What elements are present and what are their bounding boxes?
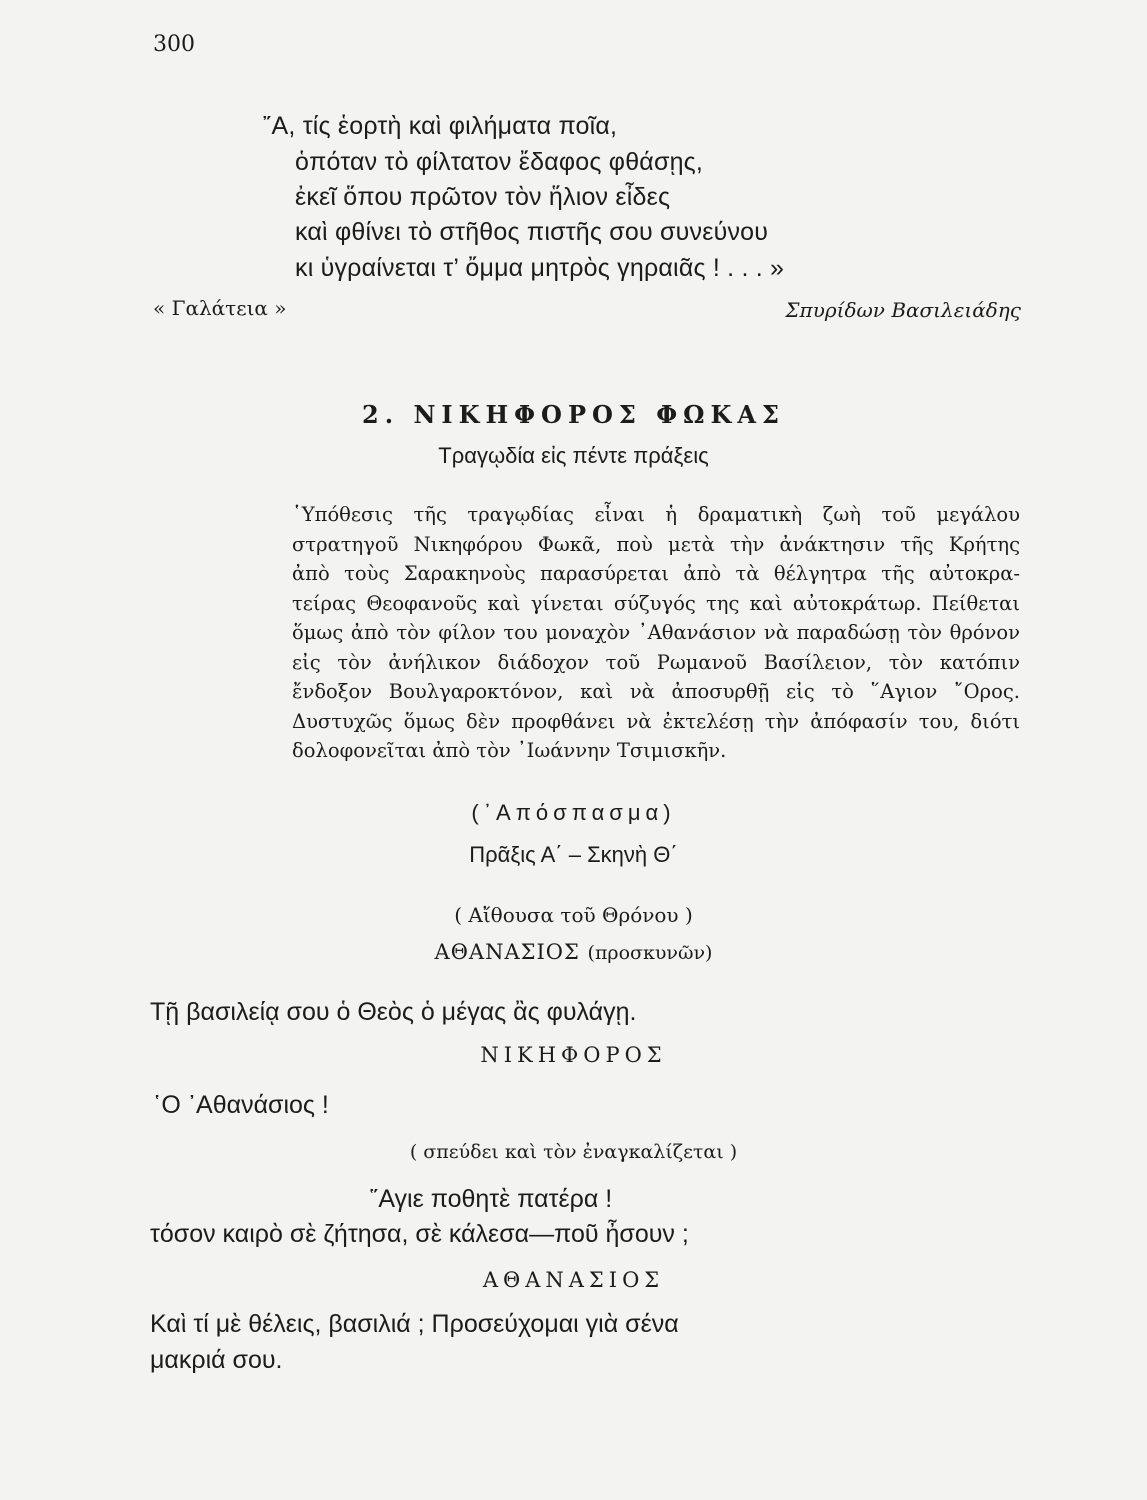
synopsis-line: ἔνδοξον Βουλγαροκτόνον, καὶ νὰ ἀποσυρθῇ εἰς τὸ ῞Αγιον ῎Ορος. — [292, 680, 1020, 703]
synopsis-line: δολοφονεῖται ἀπὸ τὸν ᾿Ιωάννην Τσιμισκῆν. — [292, 739, 727, 762]
speaker-label: ΑΘΑΝΑΣΙΟΣ — [434, 940, 580, 964]
speaker-name: ΑΘΑΝΑΣΙΟΣ — [482, 1268, 665, 1292]
synopsis-line: Δυστυχῶς ὅμως δὲν προφθάνει νὰ ἐκτελέσῃ τὴν ἀπόφασίν του, διότι — [292, 709, 1020, 733]
dialogue-line: Καὶ τί μὲ θέλεις, βασιλιά ; Προσεύχομαι γιὰ σένα — [150, 1310, 679, 1338]
poem-line: καὶ φθίνει τὸ στῆθος πιστῆς σου συνεύνου — [295, 218, 769, 246]
dialogue-line: ῞Αγιε ποθητὲ πατέρα ! — [370, 1185, 613, 1213]
speaker-name — [0, 940, 1147, 964]
synopsis-line: ὅμως ἀπὸ τὸν φίλον του μοναχὸν ᾿Αθανάσιον νὰ παραδώσῃ τὸν θρόνον — [292, 621, 1020, 644]
synopsis-line: ῾Υπόθεσις τῆς τραγῳδίας εἶναι ἡ δραματικὴ ζωὴ τοῦ μεγάλου — [292, 503, 1020, 526]
poem-line: ῎Α, τίς ἑορτὴ καὶ φιλήματα ποῖα, — [263, 112, 618, 140]
section-subtitle: Τραγῳδία εἰς πέντε πράξεις — [438, 443, 709, 468]
poem-author: Σπυρίδων Βασιλειάδης — [785, 298, 1021, 322]
dialogue-line: ῾Ο ᾿Αθανάσιος ! — [153, 1091, 329, 1119]
speaker-direction: (προσκυνῶν) — [587, 942, 713, 964]
act-scene-heading: Πρᾶξις Α΄ – Σκηνὴ Θ΄ — [469, 842, 678, 867]
scene-setting: ( Αἴθουσα τοῦ Θρόνου ) — [454, 903, 693, 927]
stage-direction: ( σπεύδει καὶ τὸν ἐναγκαλίζεται ) — [409, 1141, 738, 1163]
poem-line: ἐκεῖ ὅπου πρῶτον τὸν ἥλιον εἶδες — [295, 183, 671, 211]
speaker-name: ΝΙΚΗΦΟΡΟΣ — [480, 1043, 667, 1067]
dialogue-line: μακριά σου. — [150, 1346, 283, 1374]
synopsis-line: στρατηγοῦ Νικηφόρου Φωκᾶ, ποὺ μετὰ τὴν ἀνάκτησιν τῆς Κρήτης — [292, 532, 1020, 556]
excerpt-label: (᾿Απόσπασμα) — [471, 800, 676, 825]
synopsis-paragraph — [292, 500, 1020, 766]
poem-line: ὁπόταν τὸ φίλτατον ἔδαφος φθάσῃς, — [295, 148, 704, 176]
poem-source: « Γαλάτεια » — [153, 296, 287, 320]
synopsis-line: τείρας Θεοφανοῦς καὶ γίνεται σύζυγός της καὶ αὐτοκράτωρ. Πείθεται — [292, 591, 1020, 615]
dialogue-line: Τῇ βασιλείᾳ σου ὁ Θεὸς ὁ μέγας ἂς φυλάγῃ. — [150, 998, 637, 1026]
synopsis-line: ἀπὸ τοὺς Σαρακηνοὺς παρασύρεται ἀπὸ τὰ θέλγητρα τῆς αὐτοκρα- — [292, 562, 1020, 585]
section-title: 2. ΝΙΚΗΦΟΡΟΣ ΦΩΚΑΣ — [362, 400, 785, 429]
poem-line: κι ὑγραίνεται τ’ ὄμμα μητρὸς γηραιᾶς ! . . . » — [295, 254, 785, 282]
page-number: 300 — [153, 32, 195, 57]
dialogue-line: τόσον καιρὸ σὲ ζήτησα, σὲ κάλεσα—ποῦ ἦσουν ; — [150, 1220, 689, 1248]
synopsis-line: εἰς τὸν ἀνήλικον διάδοχον τοῦ Ρωμανοῦ Βασίλειον, τὸν κατόπιν — [292, 650, 1020, 674]
